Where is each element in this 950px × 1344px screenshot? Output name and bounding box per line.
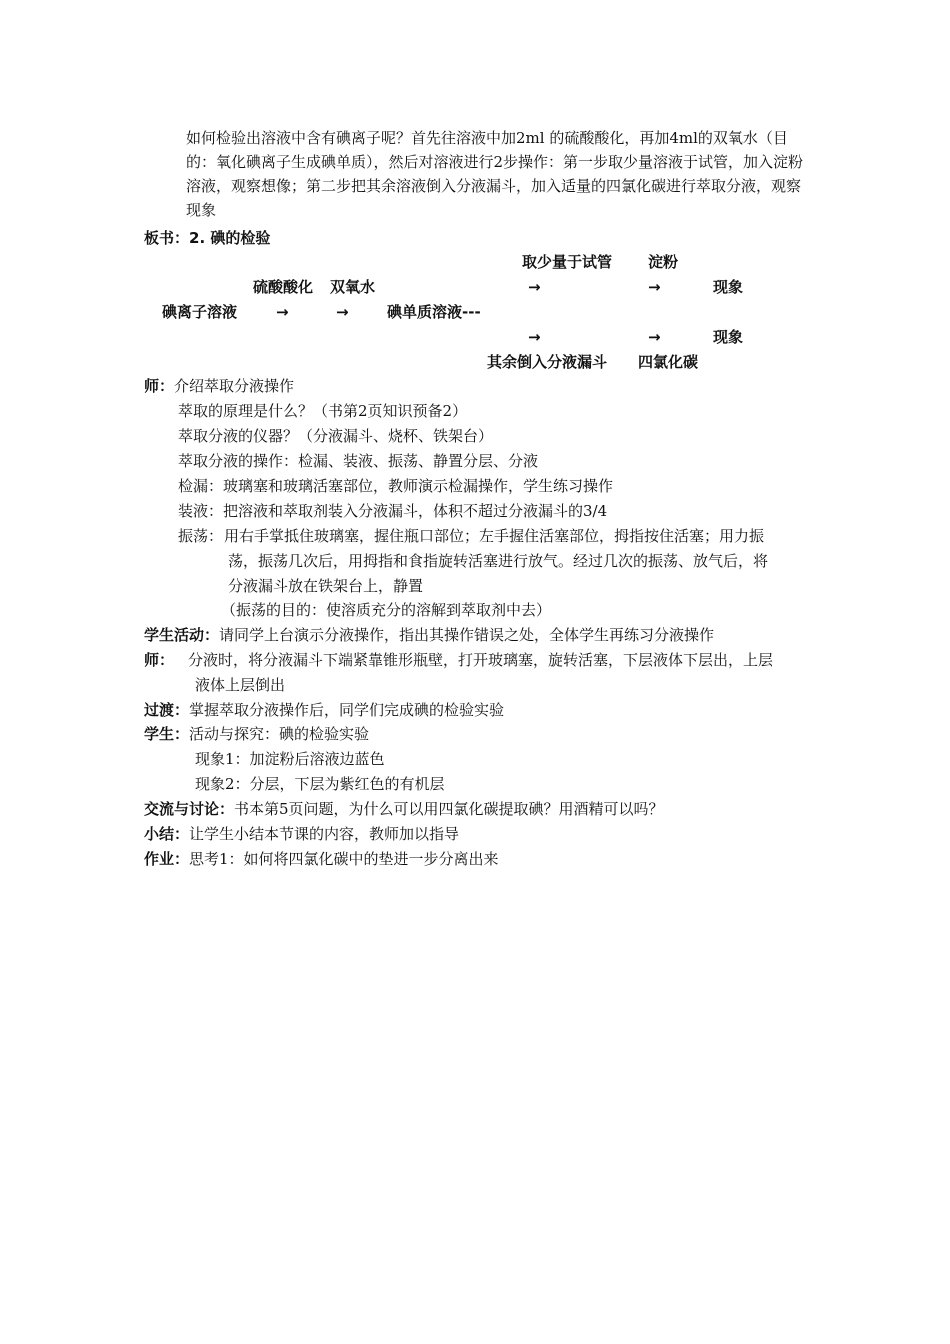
teacher-intro-line bbox=[144, 376, 294, 396]
teacher-label: 师： bbox=[144, 377, 175, 395]
discussion-label: 交流与讨论： bbox=[144, 800, 235, 818]
list-item: 现象2：分层，下层为紫红色的有机层 bbox=[195, 775, 445, 793]
arrow-icon: → bbox=[528, 278, 541, 296]
diagram-top-step: 取少量于试管 bbox=[522, 253, 613, 271]
student-activity-line bbox=[144, 625, 714, 645]
teacher-separation-line bbox=[144, 650, 773, 670]
student-line bbox=[144, 724, 369, 744]
arrow-icon: → bbox=[648, 278, 661, 296]
list-item: 萃取分液的操作：检漏、装液、振荡、静置分层、分液 bbox=[178, 452, 539, 470]
diagram-iodine-solution: 碘单质溶液--- bbox=[387, 303, 481, 321]
shake-label: 振荡： bbox=[178, 527, 224, 545]
list-item: 检漏：玻璃塞和玻璃活塞部位，教师演示检漏操作，学生练习操作 bbox=[178, 477, 614, 495]
board-title: 2. 碘的检验 bbox=[189, 229, 271, 247]
summary-label: 小结： bbox=[144, 825, 190, 843]
diagram-phenomenon-top: 现象 bbox=[713, 278, 744, 296]
list-item: 现象1：加淀粉后溶液边蓝色 bbox=[195, 750, 385, 768]
shake-text-line: 荡，振荡几次后，用拇指和食指旋转活塞进行放气。经过几次的振荡、放气后，将 bbox=[228, 552, 769, 570]
homework-label: 作业： bbox=[144, 850, 190, 868]
teacher-separation-continuation: 液体上层倒出 bbox=[195, 676, 286, 694]
discussion-text: 书本第5页问题，为什么可以用四氯化碳提取碘？用酒精可以吗？ bbox=[234, 800, 664, 818]
arrow-icon: → bbox=[336, 303, 349, 321]
student-activity-text: 请同学上台演示分液操作，指出其操作错误之处，全体学生再练习分液操作 bbox=[219, 626, 715, 644]
diagram-phenomenon-bottom: 现象 bbox=[713, 328, 744, 346]
diagram-peroxide: 双氧水 bbox=[330, 278, 376, 296]
list-item: 萃取的原理是什么？（书第2页知识预备2） bbox=[178, 402, 468, 420]
student-text: 活动与探究：碘的检验实验 bbox=[189, 725, 370, 743]
shake-text-line: 分液漏斗放在铁架台上，静置 bbox=[228, 577, 424, 595]
student-label: 学生： bbox=[144, 725, 190, 743]
summary-text: 让学生小结本节课的内容，教师加以指导 bbox=[189, 825, 460, 843]
diagram-bottom-step: 其余倒入分液漏斗 bbox=[487, 353, 608, 371]
diagram-acidify: 硫酸酸化 bbox=[253, 278, 314, 296]
list-item: 装液：把溶液和萃取剂装入分液漏斗，体积不超过分液漏斗的3/4 bbox=[178, 502, 608, 520]
diagram-ccl4: 四氯化碳 bbox=[638, 353, 699, 371]
transition-text: 掌握萃取分液操作后，同学们完成碘的检验实验 bbox=[189, 701, 505, 719]
shake-purpose-note: （振荡的目的：使溶质充分的溶解到萃取剂中去） bbox=[221, 601, 552, 619]
homework-line bbox=[144, 849, 499, 869]
intro-paragraph bbox=[186, 126, 811, 222]
intro-text: 如何检验出溶液中含有碘离子呢？首先往溶液中加2ml 的硫酸酸化，再加4ml的双氧水（目的：氧化碘离子生成碘单质），然后对溶液进行2步操作：第一步取少量溶液于试管，加入淀粉溶液，观察想像；第二步把其余溶液倒入分液漏斗，加入适量的四氯化碳进行萃取分液，观察现象 bbox=[186, 129, 804, 219]
diagram-starch: 淀粉 bbox=[648, 253, 679, 271]
arrow-icon: → bbox=[648, 328, 661, 346]
discussion-line bbox=[144, 799, 664, 819]
diagram-iodide-solution: 碘离子溶液 bbox=[162, 303, 238, 321]
transition-label: 过渡： bbox=[144, 701, 190, 719]
homework-text: 思考1：如何将四氯化碳中的垫进一步分离出来 bbox=[189, 850, 499, 868]
arrow-icon: → bbox=[528, 328, 541, 346]
list-item: 萃取分液的仪器？（分液漏斗、烧杯、铁架台） bbox=[178, 427, 494, 445]
board-heading bbox=[144, 228, 270, 248]
teacher-intro-text: 介绍萃取分液操作 bbox=[174, 377, 295, 395]
transition-line bbox=[144, 700, 504, 720]
teacher-separation-text: 分液时，将分液漏斗下端紧靠锥形瓶壁，打开玻璃塞，旋转活塞，下层液体下层出，上层 bbox=[188, 651, 774, 669]
student-activity-label: 学生活动： bbox=[144, 626, 220, 644]
shake-text-line: 用右手掌抵住玻璃塞，握住瓶口部位；左手握住活塞部位，拇指按住活塞；用力振 bbox=[224, 527, 765, 545]
arrow-icon: → bbox=[276, 303, 289, 321]
teacher-label: 师： bbox=[144, 651, 175, 669]
summary-line bbox=[144, 824, 459, 844]
board-label: 板书： bbox=[144, 229, 190, 247]
